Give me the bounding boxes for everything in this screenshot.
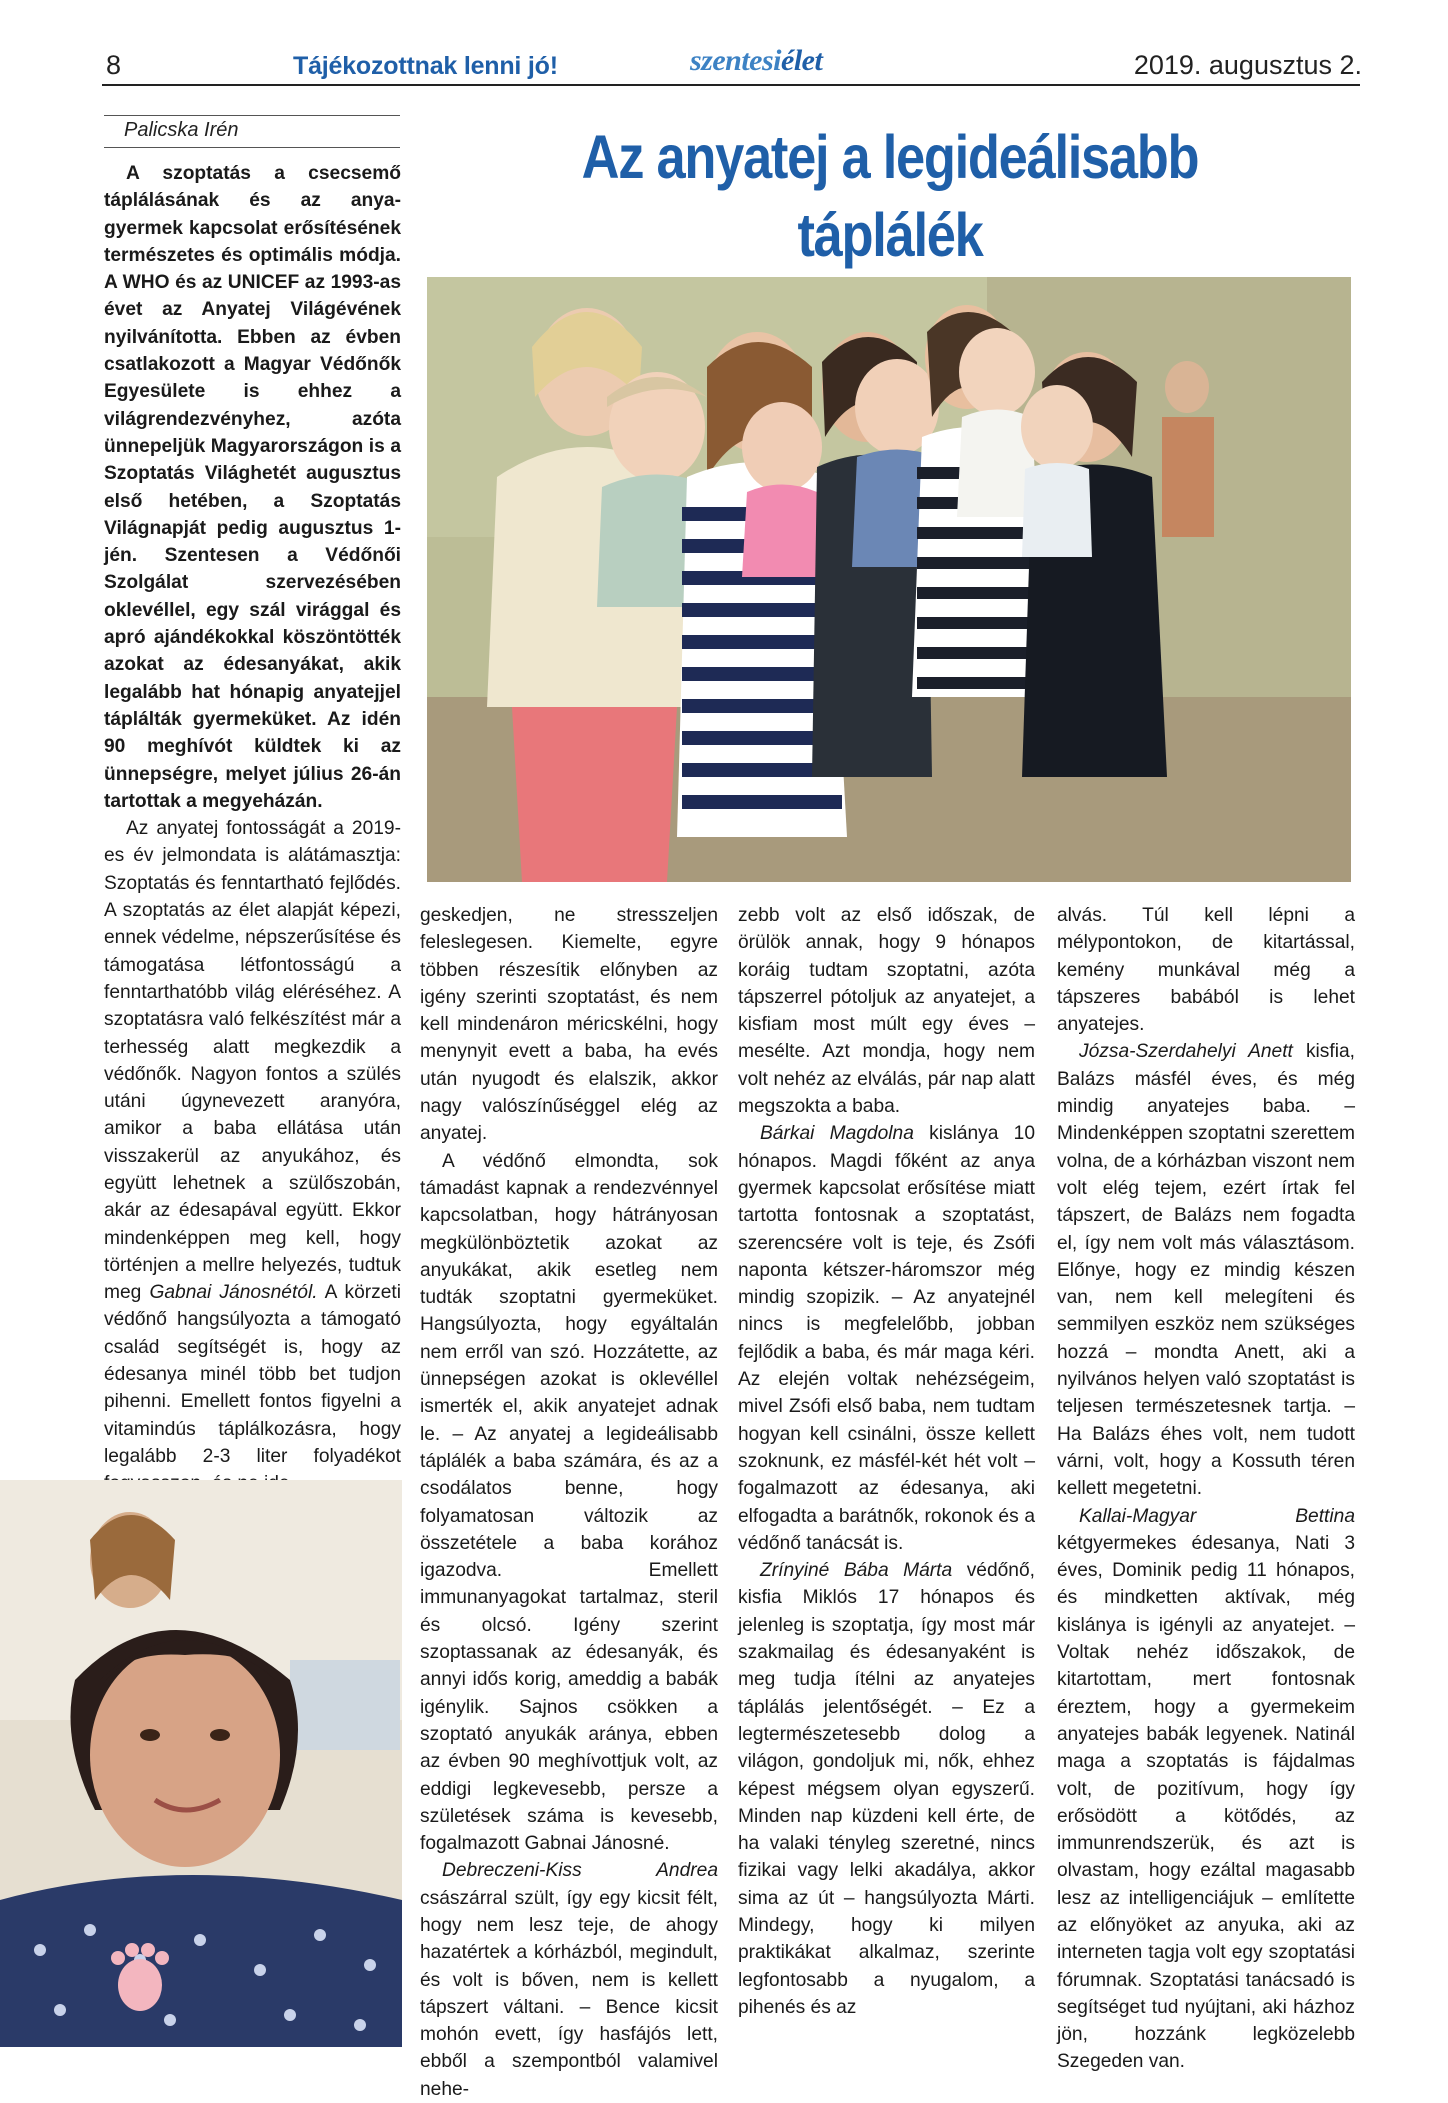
logo-part-1: szentesi [690, 44, 782, 77]
portrait-photo-health-visitor [0, 1480, 402, 2047]
paragraph-text: A körzeti védőnő hangsúlyozta a támogató család segítségét is, hogy az édesanya minél több bet tudjon pihenni. Emellett fontos figyelni a vitamindús táplálkozásra, hogy legalább 2-3 liter folyadékot [104, 1282, 401, 1467]
paragraph [420, 1857, 718, 2103]
group-photo-mothers-babies [427, 277, 1351, 882]
paragraph [738, 1557, 1035, 2021]
paragraph [104, 815, 401, 1497]
paragraph [1057, 1503, 1355, 2076]
author-rule-top [104, 115, 400, 116]
person-name: Bárkai Magdolna [760, 1123, 914, 1145]
header-divider [102, 84, 1360, 86]
lead-paragraph: A szoptatás a csecsemő táplálásának és az anya-gyermek kapcsolat erősítésének természetes és optimális módja. A WHO és az UNICEF az 1993-as évet az Anyatej Világévének nyilvánította. Ebben az évben csatlakozott a Magyar Védőnők Egyesülete is ehhez a világrendezvényhez, azóta ünnepeljük Magyarországon is a Szoptatás Világhetét augusztus első hetében, a Szoptatás Világnapját pedig augusztus 1-jén. Szentesen a Védőnői Szolgálat szervezésében oklevéllel, egy szál virággal és apró ajándékokkal köszöntötték azokat az édesanyákat, akik legalább hat hónapig anyatejjel táplálták gyermeküket. Az idén 90 meghívót küldtek ki az ünnepségre, melyet július 26-án tartottak a megyeházán. [104, 163, 401, 812]
paragraph [1057, 1038, 1355, 1502]
logo-part-2: élet [781, 44, 823, 77]
paragraph-text: Az anyatej fontosságát a 2019-es év jelmondata is alátámasztja: Szoptatás és fenntartható fejlődés. A szoptatás az élet alapját képezi, ennek védelme, népszerűsítése és támogatása létfontosságú a fenntarthatóbb világ eléréséhez. A szoptatásra való felkészítést már a terhesség alatt megkezdik a védőnők. Nagyon fontos a szülés utáni úgynevezett aranyóra, amikor a baba ellátása után visszakerül az anyukához, és együtt lehetnek a szülőszobán, akár az édesapával együtt. Ekkor mindenképpen meg kell, hogy történjen a mellre helyezés, tudtuk meg [104, 818, 401, 1304]
article-column-4 [1057, 902, 1355, 2076]
person-name: Debreczeni-Kiss Andrea [442, 1860, 718, 1882]
paragraph: zebb volt az első időszak, de örülök annak, hogy 9 hónapos koráig tudtam szoptatni, azóta tápszerrel pótoljuk az anyatejet, a kisfiam most múlt egy éves – mesélte. Azt mondja, hogy nem volt nehéz az elválás, pár nap alatt megszokta a baba. [738, 905, 1035, 1118]
person-name: Gabnai Jánosnétól. [149, 1282, 318, 1304]
article-column-3 [738, 902, 1035, 2021]
paragraph: A védőnő elmondta, sok támadást kapnak a rendezvénnyel kapcsolatban, hogy hátrányosan megkülönböztetik azokat az anyukákat, akik esetleg nem tudták szoptatni gyermeküket. Hangsúlyozta, hogy egyáltalán nem erről van szó. Hozzátette, az ünnepségen azokat is oklevéllel ismerték el, akik anyatejet adnak le. – Az anyatej a legideálisabb táplálék a baba számára, és az a csodálatos benne, hogy folyamatosan változik az összetétele a baba korához igazodva. Emellett immunanyagokat tartalmaz, steril és olcsó. Igény szerint szoptassanak az édesanyák, és annyi idős korig, ameddig a babák igénylik. Sajnos csökken a szoptató anyukák aránya, ebben az évben 90 meghívottjuk volt, az eddigi legkevesebb, persze a születések száma is kevesebb, fogalmazott Gabnai Jánosné. [420, 1150, 718, 1855]
article-column-2 [420, 902, 718, 2103]
page-number: 8 [106, 50, 122, 80]
paragraph-text: kisfia, Balázs másfél éves, és még mindig anyatejes baba. – Mindenképpen szoptatni szerettem volna, de a kórházban viszont nem volt elég tejem, ezért írtak fel tápszert, de Balázs nem fogadta el, így nem volt más választásom. Előnye, hogy ez mindig készen van, nem kell melegíteni és semmilyen eszköz nem szükséges hozzá – mondta Anett, aki a nyilvános helyen való szoptatást is teljesen természetesnek tartja. – Ha Balázs éhes volt, nem tudott várni, volt, hogy a Kossuth téren kellett megetetni. [1057, 1041, 1355, 1500]
paragraph: geskedjen, ne stresszeljen feleslegesen. Kiemelte, egyre többen részesítik előnyben az igény szerinti szoptatást, és nem kell mindenáron méricskélni, hogy menynyit evett a baba, ha evés után nyugodt és elalszik, akkor nagy valószínűséggel elég az anyatej. [420, 905, 718, 1145]
header-slogan: Tájékozottnak lenni jó! [293, 52, 558, 80]
author-rule-bottom [104, 147, 400, 148]
publication-logo [690, 44, 822, 78]
paragraph: alvás. Túl kell lépni a mélypontokon, de kitartással, kemény munkával még a tápszeres babából is lehet anyatejes. [1057, 905, 1355, 1036]
person-name: Kallai-Magyar Bettina [1079, 1505, 1355, 1527]
issue-date: 2019. augusztus 2. [1133, 50, 1362, 80]
paragraph-text: kétgyermekes édesanya, Nati 3 éves, Dominik pedig 11 hónapos, és mindketten aktívak, még kislánya is igényli az anyatejet. – Voltak nehéz időszakok, de kitartottam, mert fontosnak éreztem, hogy a gyermekeim anyatejes babák legyenek. Natinál maga a szoptatás is fájdalmas volt, de pozitívum, hogy így erősödött a kötődés, az immunrendszerük, és azt is olvastam, hogy ezáltal magasabb lesz az intelligenciájuk – említette az előnyöket az anyuka, aki az interneten tagja volt egy szoptatási fórumnak. Szoptatási tanácsadó is segítséget tud nyújtani, aki házhoz jön, hozzánk legközelebb Szegeden van. [1057, 1532, 1355, 2073]
paragraph-text: császárral szült, így egy kicsit félt, hogy nem lesz teje, de ahogy hazatértek a kórházból, megindult, és volt is bőven, nem is kellett tápszert váltani. – Bence kicsit mohón evett, így hasfájós lett, ebből a szempontból valamivel nehe- [420, 1887, 718, 2100]
paragraph [738, 1120, 1035, 1557]
person-name: Józsa-Szerdahelyi Anett [1079, 1041, 1293, 1063]
person-name: Zrínyiné Bába Márta [760, 1560, 953, 1582]
headline-line-1: Az anyatej a legideálisabb táplálék [581, 123, 1199, 269]
author-byline: Palicska Irén [124, 119, 239, 141]
paragraph-text: kislánya 10 hónapos. Magdi főként az anya gyermek kapcsolat erősítése miatt tartotta fontosnak a szoptatást, szerencsére volt is teje, és Zsófi naponta kétszer-háromszor még mindig szopizik. – Az anyatejnél nincs is megfelelőbb, jobban fejlődik a baba, és már maga kéri. Az elején voltak nehézségeim, mivel Zsófi első baba, nem tudtam hogyan kell csinálni, össze kellett szoknunk, ez másfél-két hét volt – fogalmazott az édesanya, aki elfogadta a barátnők, rokonok és a védőnő tanácsát is. [738, 1123, 1035, 1554]
paragraph-text: védőnő, kisfia Miklós 17 hónapos és jelenleg is szoptatja, így most már szakmailag és édesanyaként is meg tudja ítélni az anyatejes táplálás jelentőségét. – Ez a legtermészetesebb dolog a világon, gondoljuk mi, nők, ehhez képest mégsem olyan egyszerű. Minden nap küzdeni kell érte, de ha valaki tényleg szeretné, nincs fizikai vagy lelki akadálya, akkor sima az út – hangsúlyozta Márti. Mindegy, hogy ki milyen praktikákat alkalmaz, szerinte legfontosabb a nyugalom, a pihenés és az [738, 1560, 1035, 2018]
article-column-1 [104, 160, 401, 1498]
